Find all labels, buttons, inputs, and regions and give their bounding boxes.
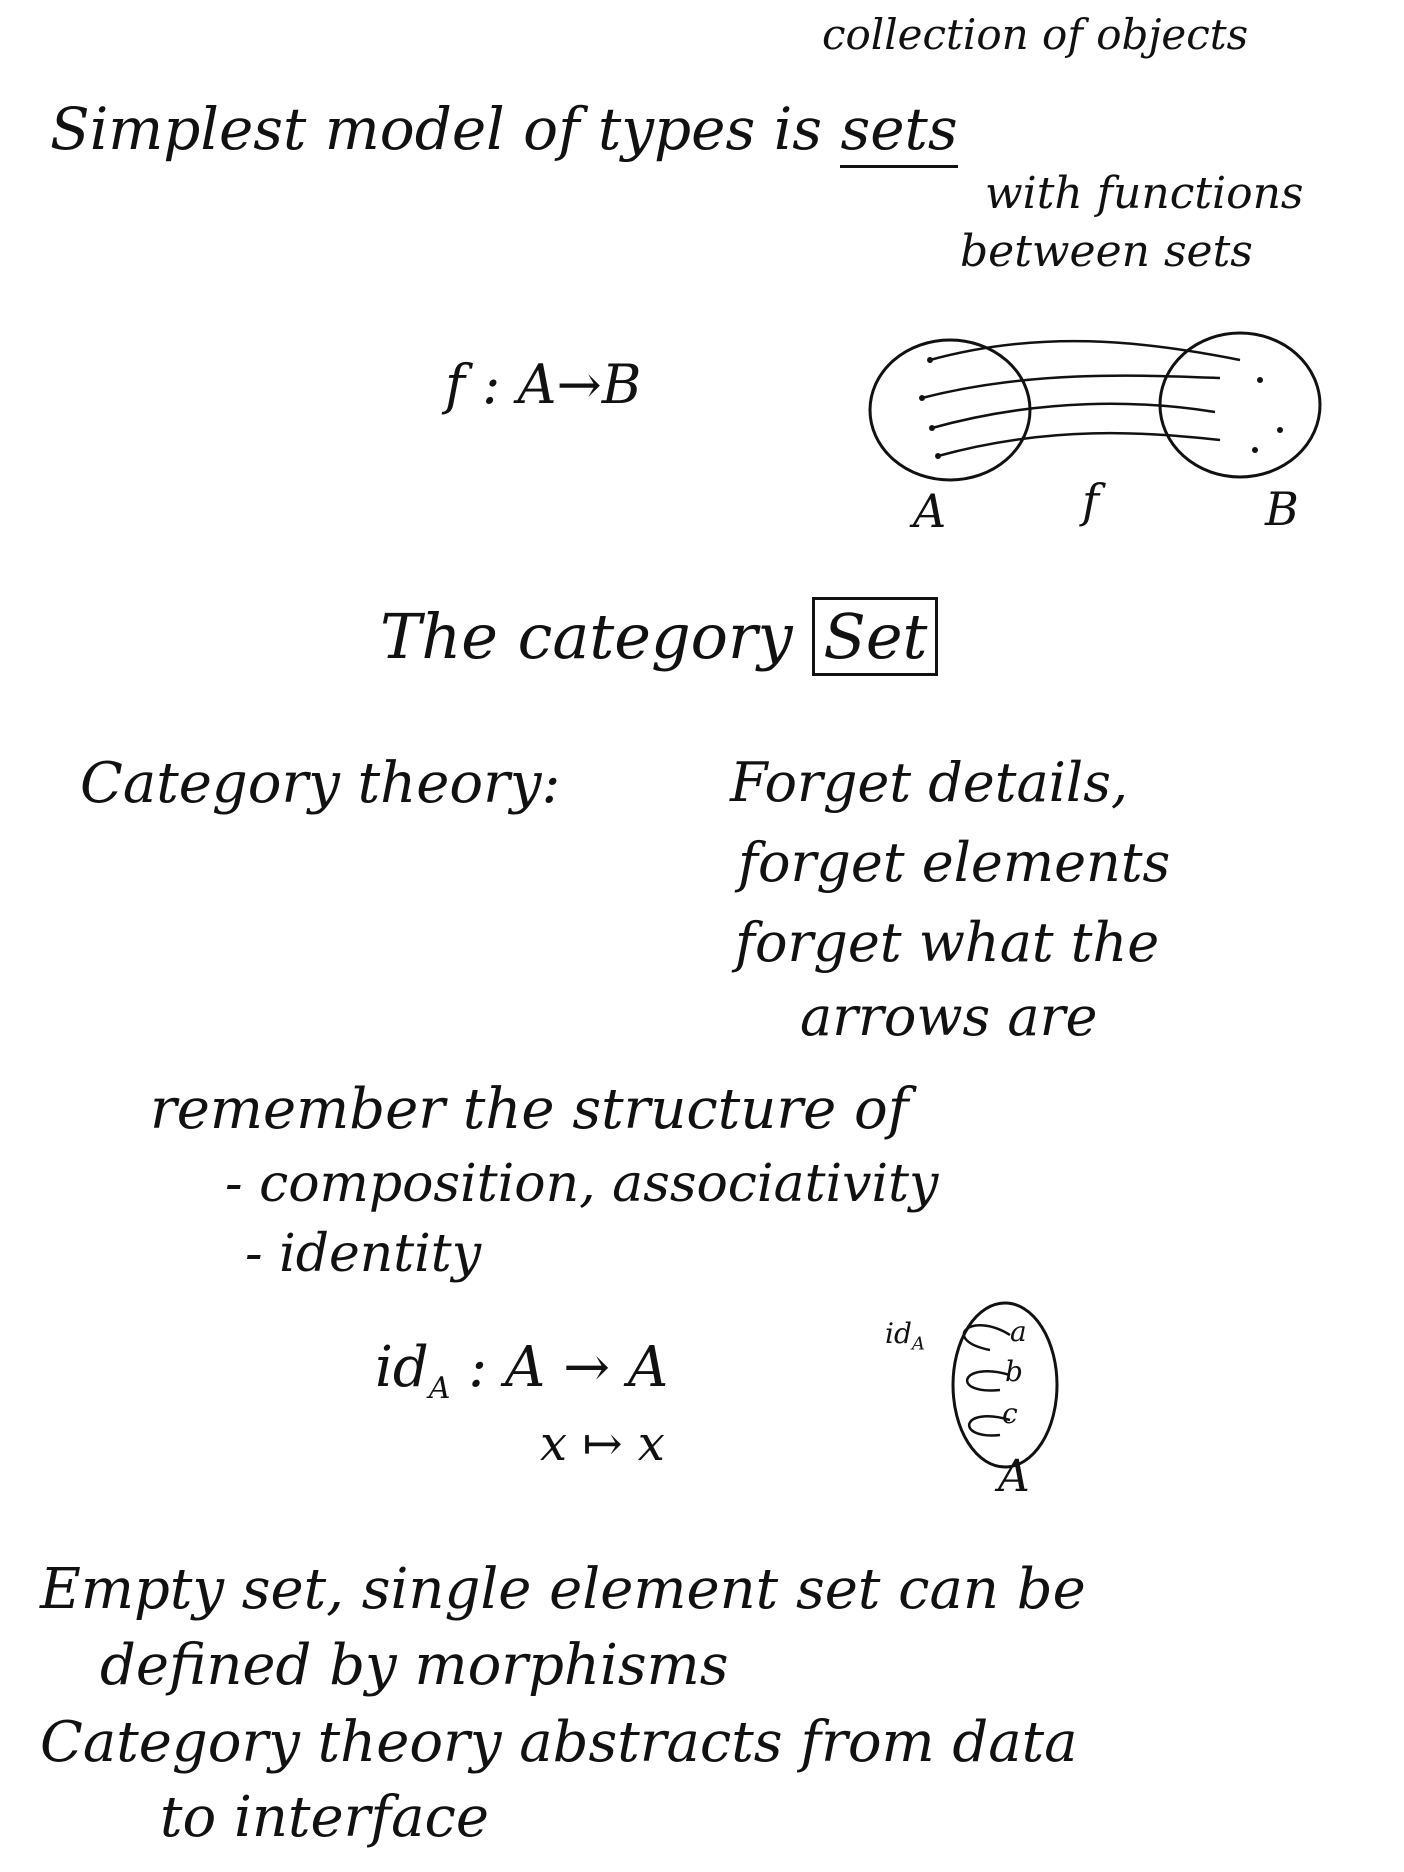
annotation-collection-of-objects: collection of objects — [822, 10, 1249, 59]
function-signature: f : A→B — [445, 353, 642, 416]
category-title-text: The category — [380, 600, 793, 673]
sets-keyword: sets — [840, 95, 957, 168]
remember-item-identity: - identity — [245, 1224, 482, 1284]
identity-diagram-id: id — [885, 1317, 912, 1350]
remember-item-composition: - composition, associativity — [225, 1154, 939, 1214]
diagram-label-a: A — [913, 484, 947, 538]
bottom-line-3: Category theory abstracts from data — [40, 1710, 1078, 1775]
category-set-name: Set — [812, 597, 938, 676]
ct-point-4: arrows are — [800, 985, 1098, 1048]
set-elements — [919, 357, 1283, 459]
diagram-label-b: B — [1265, 482, 1299, 536]
simplest-model-line — [50, 95, 958, 163]
set-b-ellipse — [1160, 333, 1320, 477]
bottom-line-4: to interface — [160, 1785, 490, 1850]
sets-note-line1: with functions — [985, 168, 1304, 219]
identity-type: : A → A — [450, 1335, 669, 1400]
mapping-arrows — [922, 341, 1240, 456]
ct-point-3: forget what the — [735, 911, 1160, 974]
identity-mapping: x ↦ x — [540, 1416, 665, 1472]
ct-point-2: forget elements — [738, 831, 1171, 894]
element-c: c — [1002, 1397, 1018, 1430]
identity-diagram-sub: A — [911, 1333, 925, 1355]
category-title — [380, 600, 938, 673]
bottom-line-1: Empty set, single element set can be — [40, 1557, 1086, 1622]
element-a: a — [1010, 1315, 1027, 1348]
identity-set-label: A — [998, 1451, 1030, 1502]
category-theory-label: Category theory: — [80, 751, 561, 816]
identity-subscript: A — [428, 1371, 451, 1407]
bottom-line-2: defined by morphisms — [100, 1633, 729, 1698]
identity-signature — [375, 1335, 669, 1407]
identity-diagram-id-label — [885, 1317, 925, 1355]
simplest-model-text: Simplest model of types is — [50, 95, 823, 163]
ct-point-1: Forget details, — [730, 751, 1129, 814]
element-b: b — [1005, 1355, 1023, 1388]
set-a-ellipse — [870, 340, 1030, 480]
sets-note-line2: between sets — [960, 226, 1253, 277]
identity-id: id — [375, 1335, 429, 1400]
remember-heading: remember the structure of — [150, 1077, 909, 1142]
diagram-label-f: f — [1082, 474, 1100, 528]
